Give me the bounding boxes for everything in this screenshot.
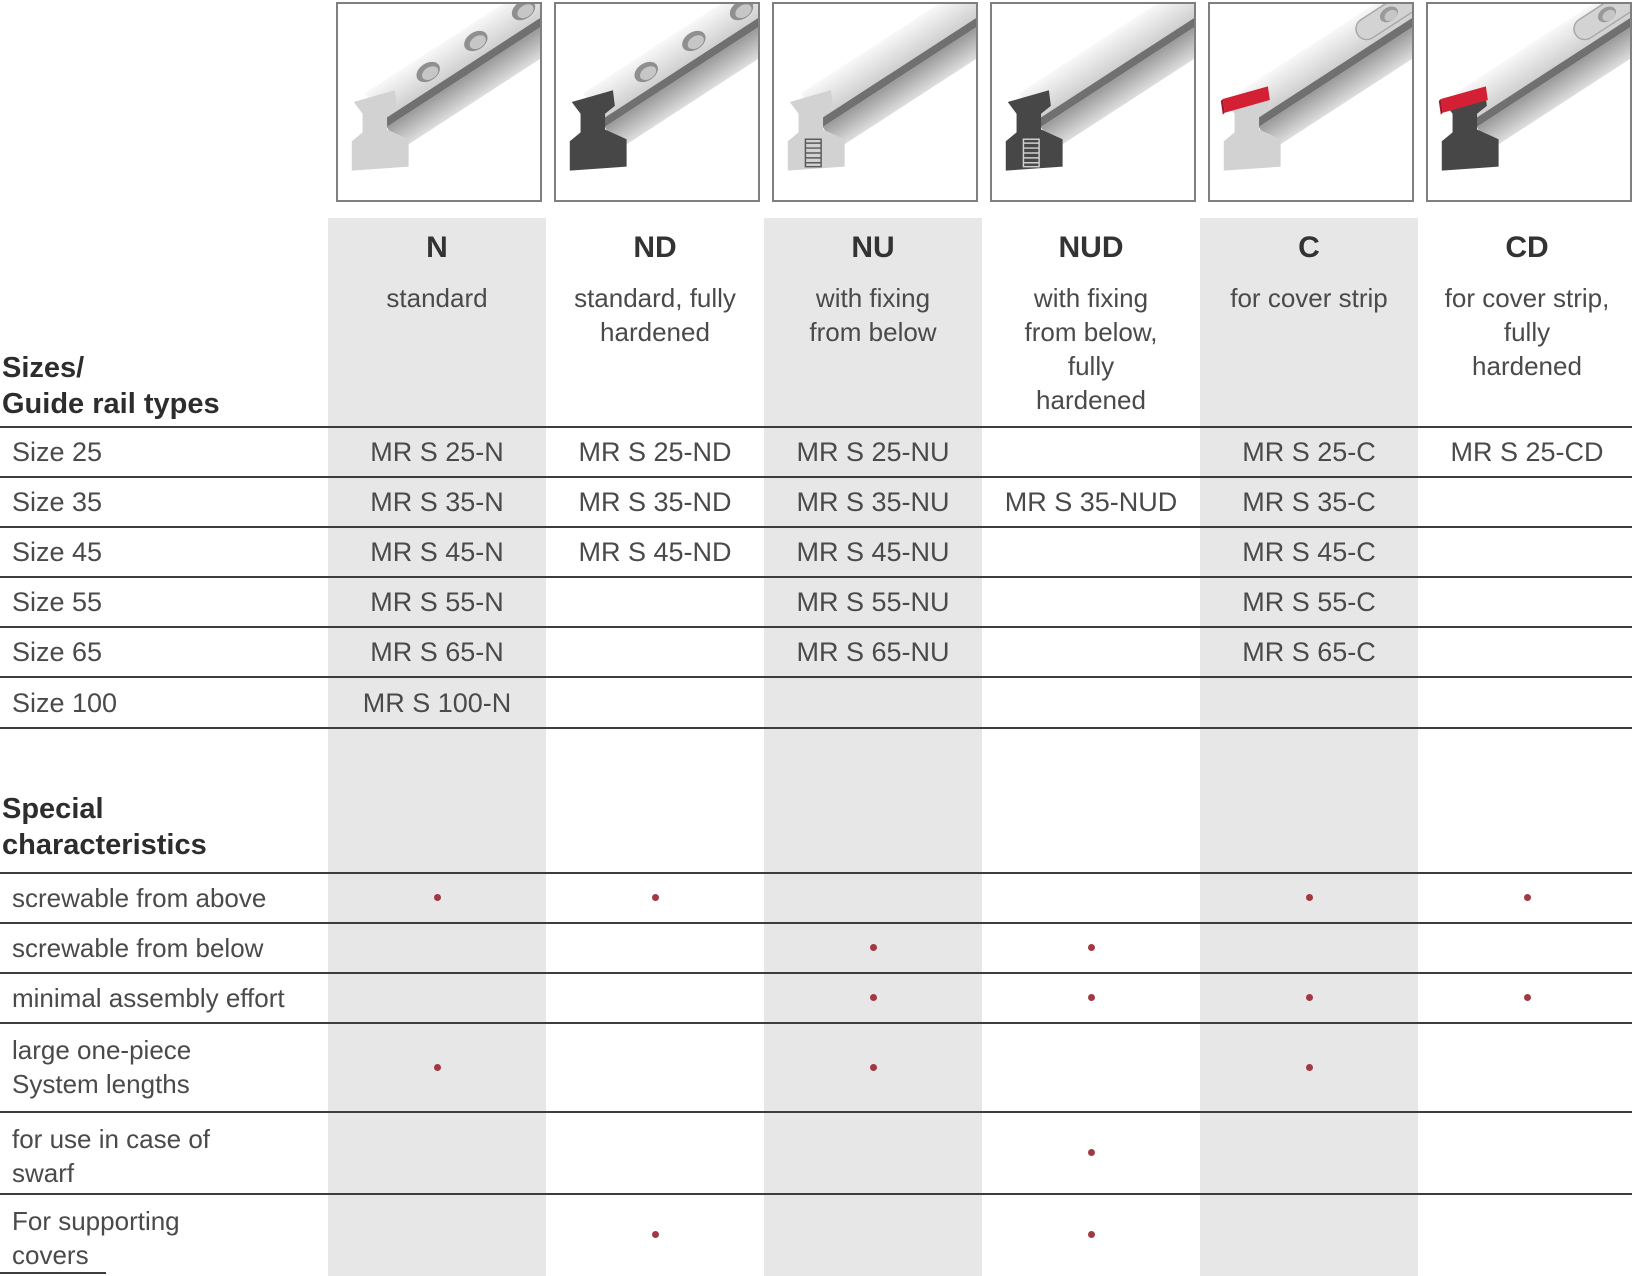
characteristic-row-label: covers [12,1240,89,1270]
product-image-cd [1426,2,1632,202]
row-divider [0,972,1632,974]
column-header-nd: ND [633,231,677,264]
size-row-label: Size 35 [12,487,103,517]
special-heading-line2: characteristics [2,829,207,861]
characteristic-row-label: swarf [12,1158,75,1188]
column-stripe-c [1200,218,1418,1276]
feature-dot-n [434,894,441,901]
row-divider [0,1022,1632,1024]
row-divider [0,526,1632,528]
row-divider [0,872,1632,874]
rail-illustration-nud [992,4,1194,200]
product-image-nu [772,2,978,202]
size-row-label: Size 45 [12,537,103,567]
column-subheader-nd [546,281,764,349]
feature-dot-c [1306,1064,1313,1071]
feature-dot-nud [1088,944,1095,951]
feature-dot-nd [652,1231,659,1238]
row-divider [0,1193,1632,1195]
size-row-label: Size 100 [12,687,118,718]
size-row-label: Size 55 [12,587,103,617]
row-divider [0,1272,106,1274]
column-subheader-line: hardened [1472,351,1582,381]
model-cell-mr-s-45-nd: MR S 45-ND [578,537,732,567]
column-stripe-n [328,218,546,1276]
column-subheader-line: standard, fully [574,283,736,313]
row-divider [0,676,1632,678]
model-cell-mr-s-25-nu: MR S 25-NU [796,437,950,467]
model-cell-mr-s-35-nu: MR S 35-NU [796,487,950,517]
row-divider [0,476,1632,478]
model-cell-mr-s-35-n: MR S 35-N [370,487,504,517]
sizes-heading-line1: Sizes/ [2,352,85,384]
column-subheader-cd [1418,281,1632,383]
column-subheader-line: hardened [1036,385,1146,415]
row-divider [0,1111,1632,1113]
column-subheader-nu [764,281,982,349]
rail-illustration-cd [1428,4,1630,200]
feature-dot-nud [1088,1149,1095,1156]
product-image-c [1208,2,1414,202]
model-cell-mr-s-35-c: MR S 35-C [1242,487,1376,517]
feature-dot-cd [1524,894,1531,901]
sizes-heading-line2: Guide rail types [2,388,220,420]
model-cell-mr-s-35-nud: MR S 35-NUD [1004,487,1178,517]
model-cell-mr-s-25-cd: MR S 25-CD [1450,437,1604,467]
model-cell-mr-s-45-nu: MR S 45-NU [796,537,950,567]
model-cell-mr-s-55-n: MR S 55-N [370,587,504,617]
product-image-nd [554,2,760,202]
model-cell-mr-s-65-c: MR S 65-C [1242,637,1376,667]
column-header-c: C [1298,231,1320,264]
model-cell-mr-s-65-n: MR S 65-N [370,637,504,667]
characteristic-row-label: screwable from below [12,933,264,963]
model-cell-mr-s-100-n: MR S 100-N [362,687,512,718]
rail-illustration-nu [774,4,976,200]
model-cell-mr-s-25-n: MR S 25-N [370,437,504,467]
model-cell-mr-s-45-n: MR S 45-N [370,537,504,567]
size-row-label: Size 65 [12,637,103,667]
column-subheader-line: fully [1067,351,1115,381]
column-subheader-line: from below, [1024,317,1158,347]
characteristic-row-label: minimal assembly effort [12,983,285,1013]
row-divider [0,576,1632,578]
column-subheader-line: for cover strip [1230,283,1388,313]
rail-illustration-c [1210,4,1412,200]
row-divider [0,922,1632,924]
column-subheader-line: with fixing [815,283,931,313]
column-subheader-line: from below [809,317,937,347]
model-cell-mr-s-25-c: MR S 25-C [1242,437,1376,467]
model-cell-mr-s-55-nu: MR S 55-NU [796,587,950,617]
feature-dot-nud [1088,1231,1095,1238]
column-header-nu: NU [851,231,895,264]
model-cell-mr-s-25-nd: MR S 25-ND [578,437,732,467]
characteristic-row-label: System lengths [12,1069,190,1099]
column-subheader-line: fully [1503,317,1551,347]
characteristic-row-label: For supporting [12,1206,180,1236]
model-cell-mr-s-35-nd: MR S 35-ND [578,487,732,517]
row-divider [0,626,1632,628]
size-row-label: Size 25 [12,437,103,467]
feature-dot-n [434,1064,441,1071]
column-header-cd: CD [1505,231,1549,264]
feature-dot-nu [870,994,877,1001]
feature-dot-nu [870,944,877,951]
feature-dot-nd [652,894,659,901]
column-subheader-n [328,281,546,315]
model-cell-mr-s-65-nu: MR S 65-NU [796,637,950,667]
column-subheader-line: standard [386,283,488,313]
column-header-nud: NUD [1058,231,1124,264]
model-cell-mr-s-45-c: MR S 45-C [1242,537,1376,567]
model-cell-mr-s-55-c: MR S 55-C [1242,587,1376,617]
characteristic-row-label: large one-piece [12,1035,192,1065]
feature-dot-cd [1524,994,1531,1001]
column-subheader-line: hardened [600,317,710,347]
characteristic-row-label: for use in case of [12,1124,210,1154]
rail-illustration-n [338,4,540,200]
feature-dot-c [1306,994,1313,1001]
row-divider [0,727,1632,729]
column-subheader-nud [982,281,1200,417]
characteristic-row-label: screwable from above [12,883,267,913]
special-heading-line1: Special [2,793,104,825]
product-image-n [336,2,542,202]
feature-dot-nu [870,1064,877,1071]
column-stripe-nu [764,218,982,1276]
column-subheader-line: with fixing [1033,283,1149,313]
rail-illustration-nd [556,4,758,200]
column-header-n: N [426,231,448,264]
column-subheader-c [1200,281,1418,315]
product-image-nud [990,2,1196,202]
row-divider [0,426,1632,428]
feature-dot-c [1306,894,1313,901]
feature-dot-nud [1088,994,1095,1001]
column-subheader-line: for cover strip, [1444,283,1610,313]
